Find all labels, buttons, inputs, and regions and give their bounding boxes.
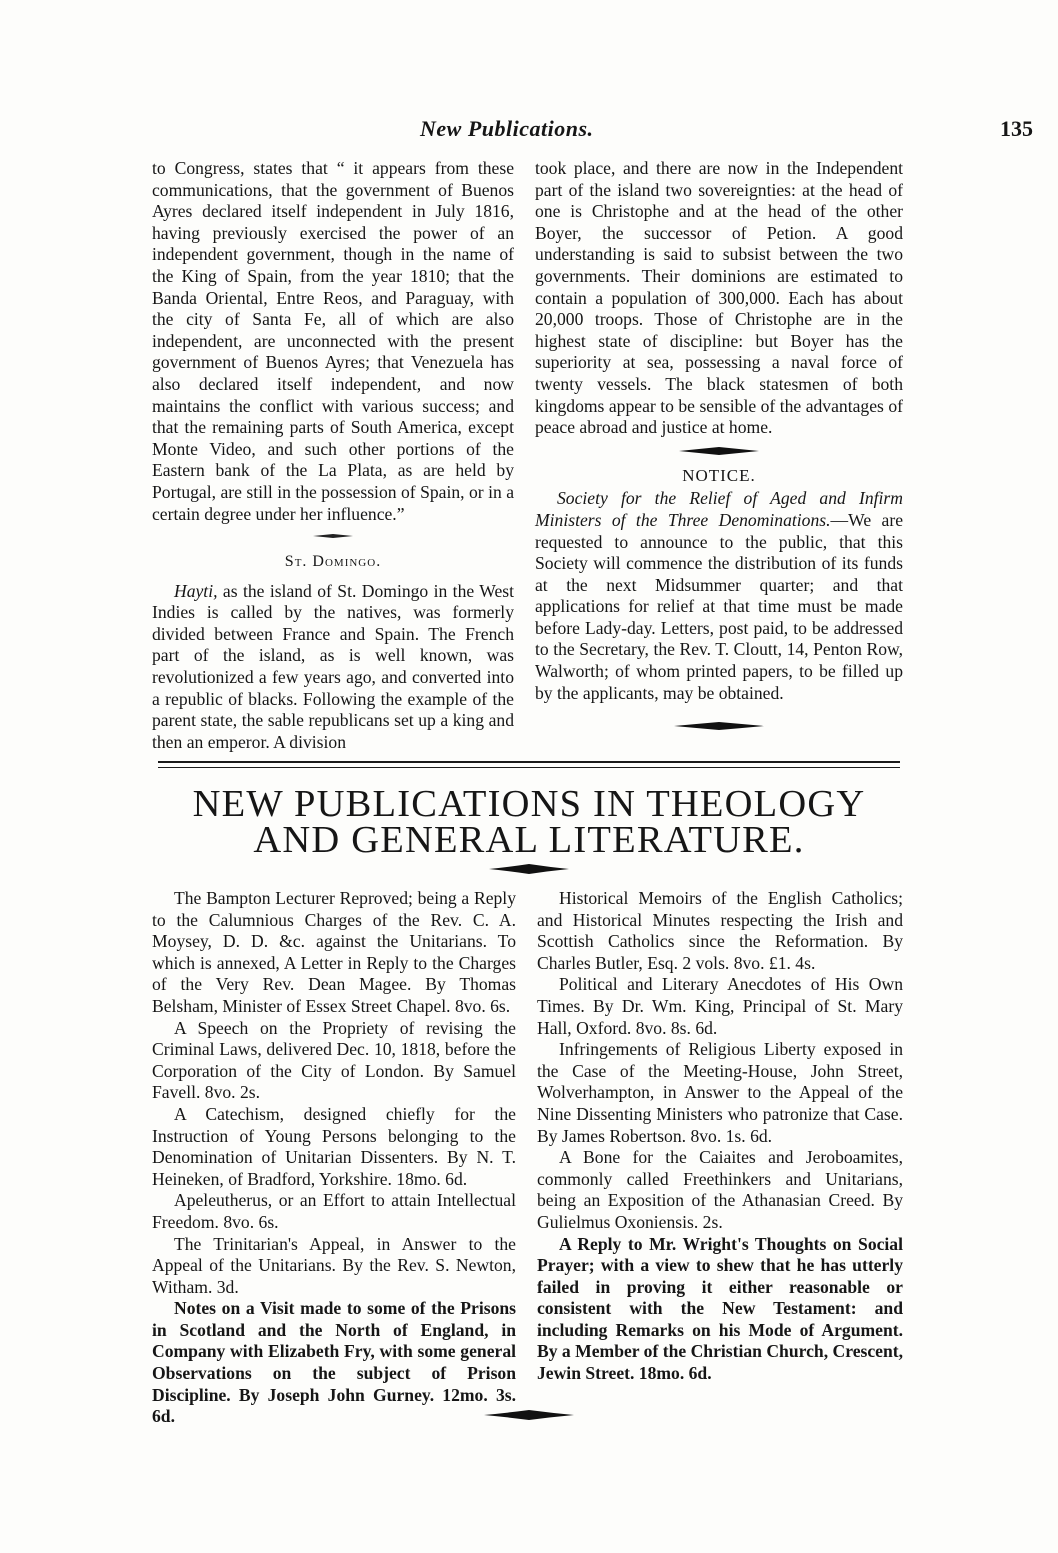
end-ornament — [484, 1410, 574, 1420]
publication-entry: The Bampton Lecturer Reproved; being a Reply to the Calumnious Charges of the Rev. C. A. Moysey, D. D. &c. against the Unitarians. To which is annexed, A Letter in Reply to the Charges of the Very Rev. Dean Magee. By Thomas Belsham, Minister of Essex Street Chapel. 8vo. 6s. — [152, 888, 516, 1016]
publication-entry: Apeleutherus, or an Effort to attain Intellectual Freedom. 8vo. 6s. — [152, 1190, 516, 1232]
hayti-paragraph — [152, 581, 514, 754]
section-title — [120, 783, 938, 861]
section-heading-st-domingo: St. Domingo. — [284, 553, 382, 571]
publications-left-column — [152, 888, 516, 1428]
running-header-title: New Publications. — [420, 116, 594, 141]
publication-entry: A Reply to Mr. Wright's Thoughts on Social Prayer; with a view to shew that he has utterly failed in proving it either reasonable or consistent with the New Testament: and including Remarks on his Mode of Argument. By a Member of the Christian Church, Crescent, Jewin Street. 18mo. 6d. — [537, 1233, 904, 1384]
publication-entry: A Speech on the Propriety of revising the Criminal Laws, delivered Dec. 10, 1818, before the Corporation of the City of London. By Samuel Favell. 8vo. 2s. — [152, 1017, 516, 1103]
notice-body: —We are requested to announce to the public, that this Society will commence the distribution of its funds at the next Midsummer quarter; and that applications for relief at that time must be made before Lady-day. Letters, post paid, to be addressed to the Secretary, the Rev. T. Cloutt, 14, Penton Row, Walworth; of whom printed papers, to be filled up by the applicants, may be obtained. — [535, 509, 903, 703]
left-column — [152, 158, 514, 753]
hayti-lead: Hayti, — [174, 580, 218, 601]
short-rule-ornament — [313, 533, 353, 539]
section-title-line-2: AND GENERAL LITERATURE. — [253, 819, 805, 861]
section-divider-top — [158, 761, 900, 763]
page-number: 135 — [1000, 116, 1033, 141]
title-ornament — [489, 864, 569, 874]
publication-entry: Political and Literary Anecdotes of His Own Times. By Dr. Wm. King, Principal of St. Mary Hall, Oxford. 8vo. 8s. 6d. — [537, 974, 903, 1038]
publication-entry: Infringements of Religious Liberty exposed in the Case of the Meeting-House, John Street, Wolverhampton, in Answer to the Appeal of the Nine Dissenting Ministers who patronize that Case. By James Robertson. 8vo. 1s. 6d. — [537, 1039, 903, 1146]
notice-paragraph — [535, 488, 903, 704]
section-divider-bottom — [158, 767, 900, 768]
notice-lead: Society for the Relief of Aged and Infirm Ministers of the Three Denominations. — [535, 488, 903, 530]
publications-right-column — [537, 888, 903, 1385]
notice-heading: NOTICE. — [682, 465, 756, 485]
section-title-line-1: NEW PUBLICATIONS IN THEOLOGY — [192, 783, 866, 825]
publication-entry: Historical Memoirs of the English Catholics; and Historical Minutes respecting the Irish and Scottish Catholics since the Reformation. By Charles Butler, Esq. 2 vols. 8vo. £1. 4s. — [537, 888, 903, 973]
publication-entry: A Catechism, designed chiefly for the Instruction of Young Persons belonging to the Denomination of Unitarian Dissenters. By N. T. Heineken, of Bradford, Yorkshire. 18mo. 6d. — [152, 1103, 516, 1189]
haiti-continuation-paragraph: took place, and there are now in the Independent part of the island two sovereignties: at the head of one is Christophe and at the head of the other Boyer, the successor of Petion. A good understanding is said to subsist between the two governments. Their dominions are estimated to contain a population of 300,000. Each has about 20,000 troops. Those of Christophe are in the highest state of discipline: but Boyer has the superiority at sea, possessing a naval force of twenty vessels. The black statesmen of both kingdoms appear to be sensible of the advantages of peace abroad and justice at home. — [535, 158, 903, 438]
publication-entry: Notes on a Visit made to some of the Prisons in Scotland and the North of England, in Company with Elizabeth Fry, with some general Observations on the subject of Prison Discipline. By Joseph John Gurney. 12mo. 3s. 6d. — [152, 1298, 516, 1427]
publication-entry: A Bone for the Caiaites and Jeroboamites, commonly called Freethinkers and Unitarians, being an Exposition of the Athanasian Creed. By Gulielmus Oxoniensis. 2s. — [537, 1147, 903, 1232]
right-column — [535, 158, 903, 738]
ornament-flourish-end — [674, 722, 764, 730]
hayti-body: as the island of St. Domingo in the West Indies is called by the natives, was formerly divided between France and Spain. The French part of the island, as is well known, was revolutionized a few years ago, and converted into a republic of blacks. Following the example of the parent state, the sable republicans set up a king and then an emperor. A division — [152, 580, 514, 752]
publication-entry: The Trinitarian's Appeal, in Answer to the Appeal of the Unitarians. By the Rev. S. Newton, Witham. 3d. — [152, 1233, 516, 1297]
ornament-flourish — [679, 447, 759, 455]
congress-paragraph: to Congress, states that “ it appears from these communications, that the government of Buenos Ayres declared itself independent in July 1816, having previously exercised the power of an independent government, though in the name of the King of Spain, from the year 1810; that the Banda Oriental, Entre Reos, and Paraguay, with the city of Santa Fe, all of which are also independent, are unconnected with the present government of Buenos Ayres; that Venezuela has also declared itself independent, and now maintains the conflict with various success; and that the remaining parts of South America, except Monte Video, and such other portions of the Eastern bank of the La Plata, as are held by Portugal, are still in the possession of Spain, or in a certain degree under her influence.” — [152, 158, 514, 524]
